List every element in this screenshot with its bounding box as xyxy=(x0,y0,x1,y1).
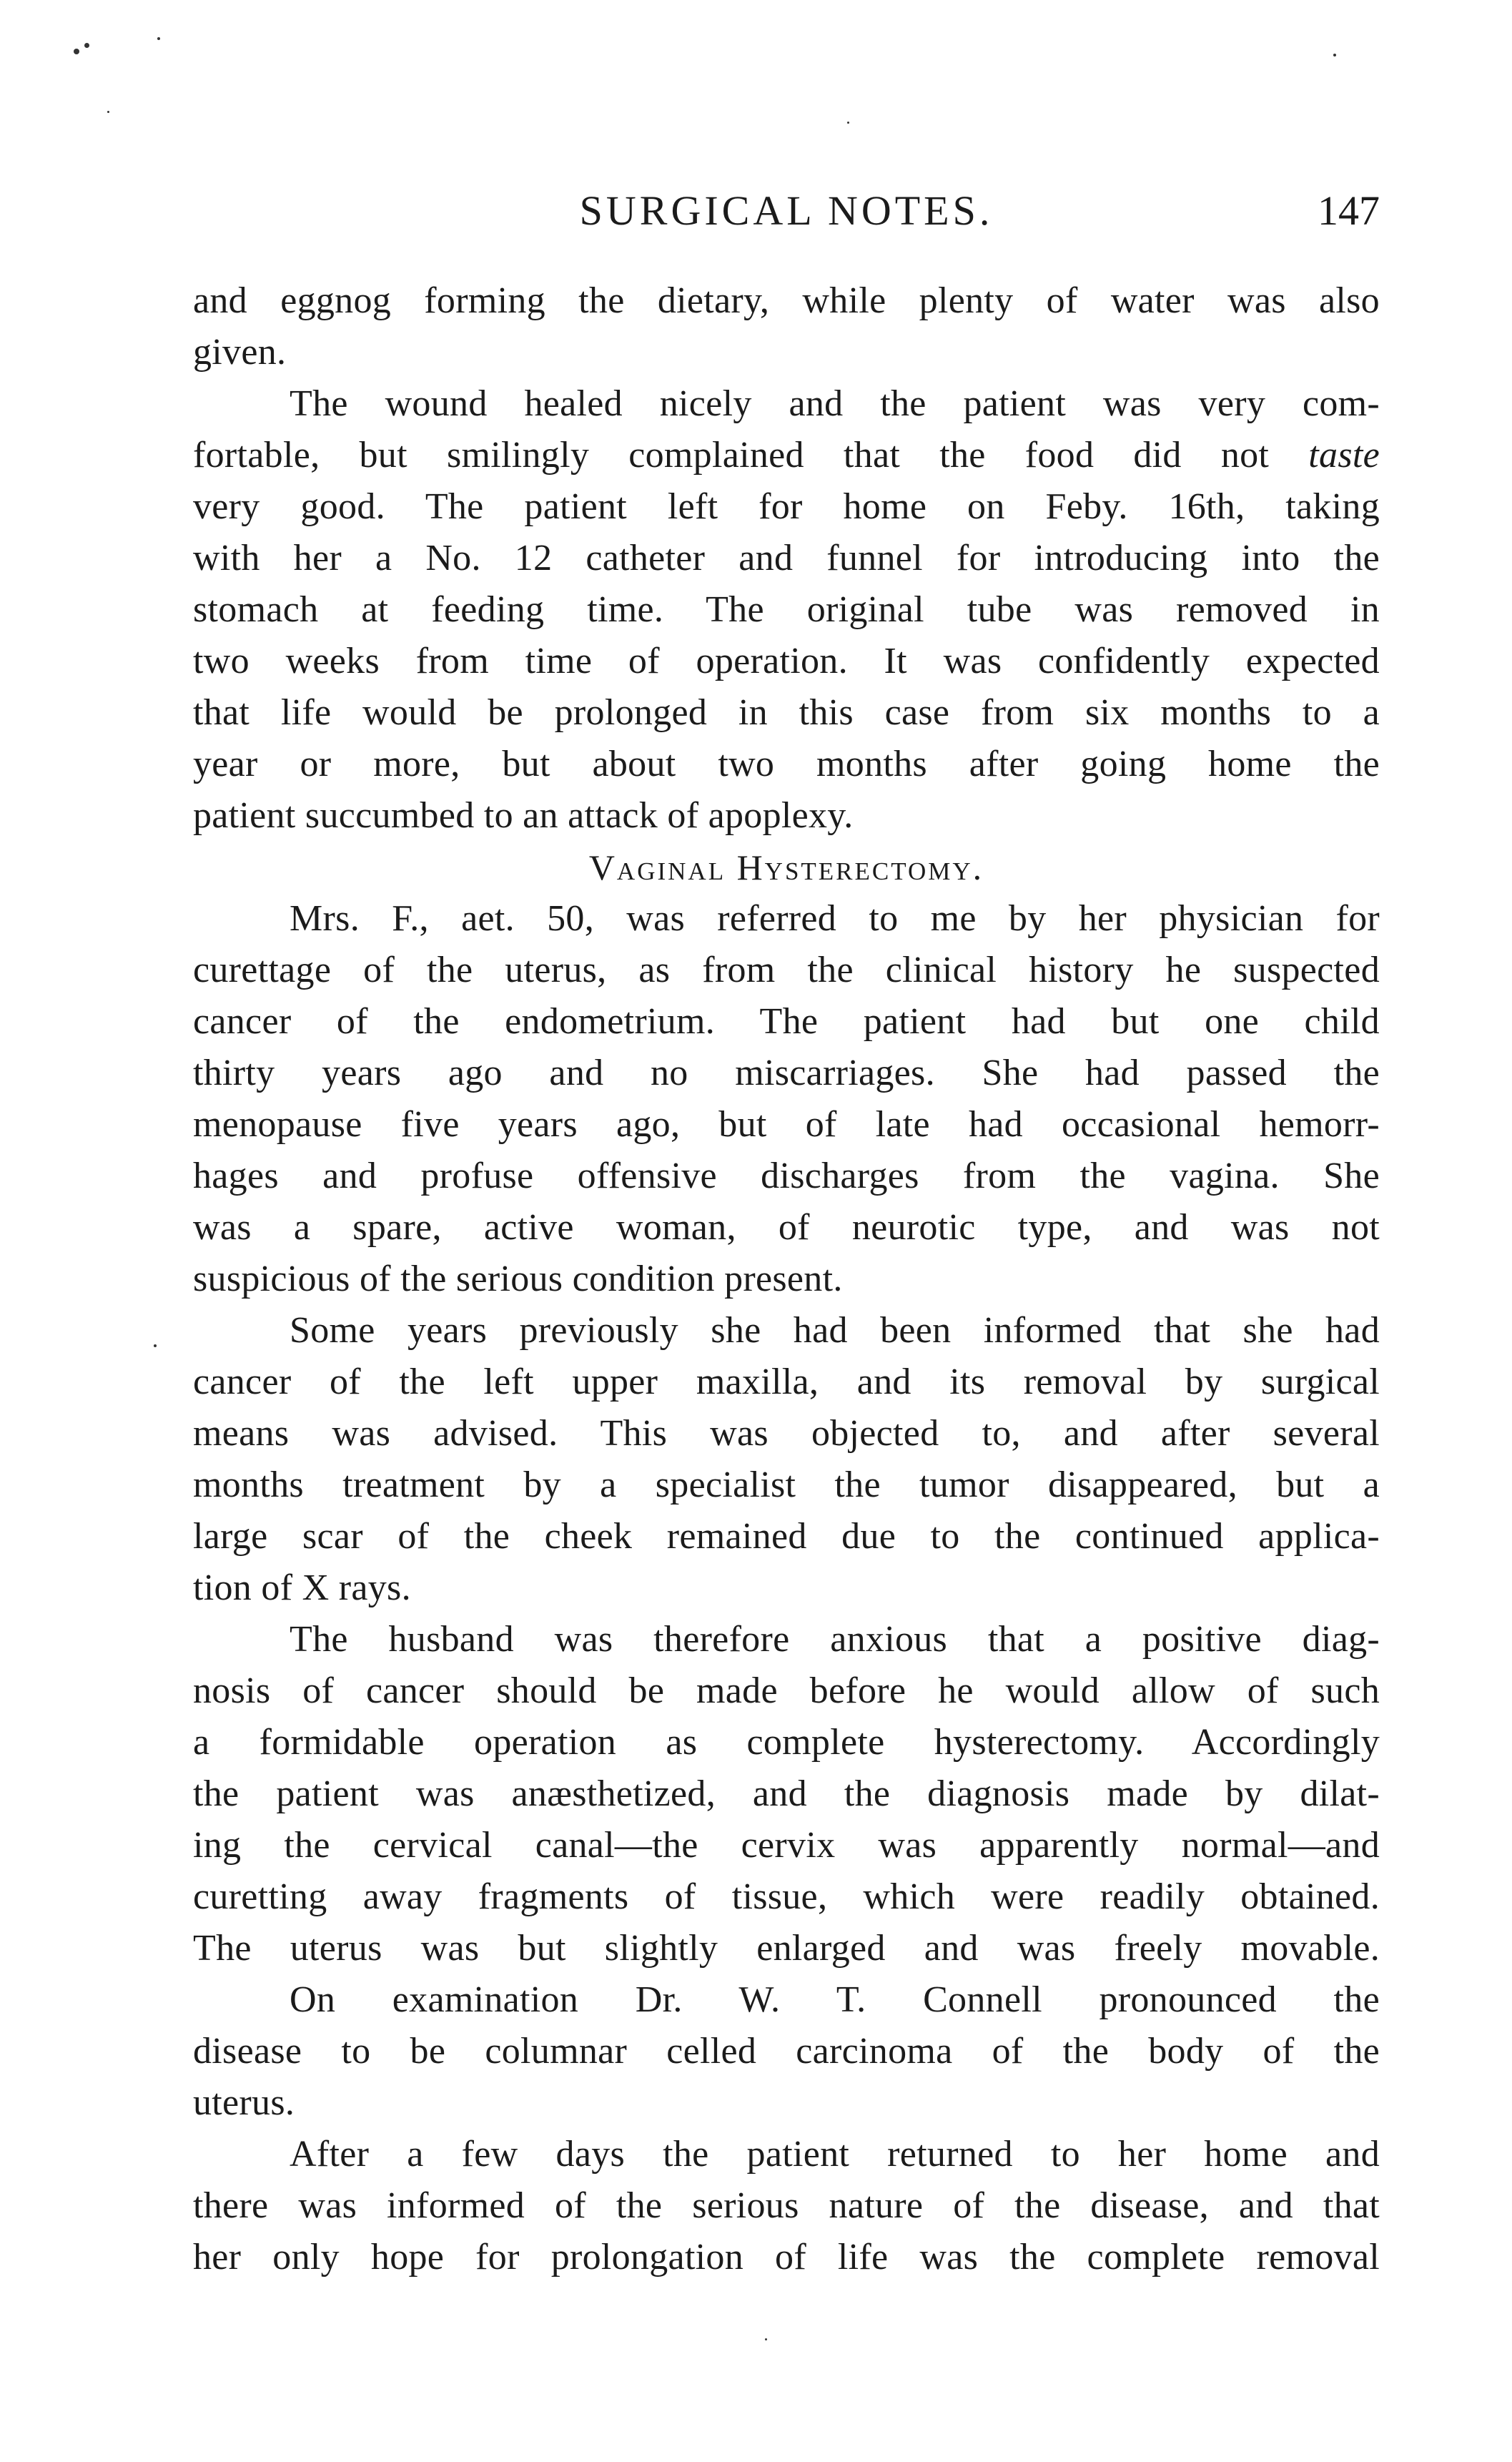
text-line: thirty years ago and no miscarriages. She had passed the xyxy=(193,1053,1380,1093)
text-line: On examination Dr. W. T. Connell pronounced the xyxy=(290,1979,1380,2020)
text-line: and eggnog forming the dietary, while plenty of water was also xyxy=(193,280,1380,321)
text-line: with her a No. 12 catheter and funnel for introducing into the xyxy=(193,538,1380,578)
text-line: Mrs. F., aet. 50, was referred to me by her physician for xyxy=(290,898,1380,939)
text-line: given. xyxy=(193,332,287,373)
text-line: cancer of the left upper maxilla, and its removal by surgical xyxy=(193,1362,1380,1402)
text-line: tion of X rays. xyxy=(193,1567,411,1608)
text-line: was a spare, active woman, of neurotic type, and was not xyxy=(193,1207,1380,1248)
ink-speck xyxy=(157,37,160,40)
section-heading: Vaginal Hysterectomy. xyxy=(588,847,984,887)
text-line: year or more, but about two months after going home the xyxy=(193,744,1380,784)
ink-speck xyxy=(765,2338,767,2340)
body-text xyxy=(193,275,1380,2283)
emphasized-word: taste xyxy=(1308,435,1380,476)
text-line: large scar of the cheek remained due to the continued applica- xyxy=(193,1516,1380,1557)
text-line: nosis of cancer should be made before he would allow of such xyxy=(193,1670,1380,1711)
text-line: Some years previously she had been informed that she had xyxy=(290,1310,1380,1351)
text-line: cancer of the endometrium. The patient had but one child xyxy=(193,1001,1380,1042)
text-line: disease to be columnar celled carcinoma of the body of the xyxy=(193,2031,1380,2072)
text-line: menopause five years ago, but of late had occasional hemorr- xyxy=(193,1104,1380,1145)
text-line: a formidable operation as complete hysterectomy. Accordingly xyxy=(193,1722,1380,1763)
text-line: two weeks from time of operation. It was confidently expected xyxy=(193,641,1380,681)
ink-speck xyxy=(154,1344,157,1347)
text-line: The husband was therefore anxious that a positive diag- xyxy=(290,1619,1380,1660)
text-line: there was informed of the serious nature of the disease, and that xyxy=(193,2185,1380,2226)
running-head: SURGICAL NOTES. xyxy=(579,187,994,234)
text-line: her only hope for prolongation of life was the complete removal xyxy=(193,2237,1380,2278)
text-line: patient succumbed to an attack of apoplexy. xyxy=(193,795,854,836)
ink-speck xyxy=(84,43,89,48)
text-line: uterus. xyxy=(193,2082,295,2123)
text-line: means was advised. This was objected to, and after several xyxy=(193,1413,1380,1454)
text-line: months treatment by a specialist the tumor disappeared, but a xyxy=(193,1464,1380,1505)
text-line: hages and profuse offensive discharges from the vagina. She xyxy=(193,1156,1380,1196)
ink-speck xyxy=(107,111,109,113)
text-line: fortable, but smilingly complained that the food did not taste xyxy=(193,435,1380,476)
text-line: curettage of the uterus, as from the clinical history he suspected xyxy=(193,950,1380,990)
text-line: The uterus was but slightly enlarged and was freely movable. xyxy=(193,1928,1380,1969)
text-line: ing the cervical canal—the cervix was apparently normal—and xyxy=(193,1825,1380,1866)
text-line: The wound healed nicely and the patient was very com- xyxy=(290,383,1380,424)
ink-speck xyxy=(1333,54,1336,56)
text-line: that life would be prolonged in this case from six months to a xyxy=(193,692,1380,733)
text-line: curetting away fragments of tissue, which were readily obtained. xyxy=(193,1876,1380,1917)
text-line: suspicious of the serious condition present. xyxy=(193,1259,843,1299)
ink-speck xyxy=(74,49,79,54)
text-line: After a few days the patient returned to her home and xyxy=(290,2134,1380,2175)
ink-speck xyxy=(847,122,849,124)
text-line: the patient was anæsthetized, and the diagnosis made by dilat- xyxy=(193,1773,1380,1814)
page-number: 147 xyxy=(1318,187,1380,234)
text-line: very good. The patient left for home on Feby. 16th, taking xyxy=(193,486,1380,527)
page-header xyxy=(193,182,1380,240)
text-line: stomach at feeding time. The original tube was removed in xyxy=(193,589,1380,630)
